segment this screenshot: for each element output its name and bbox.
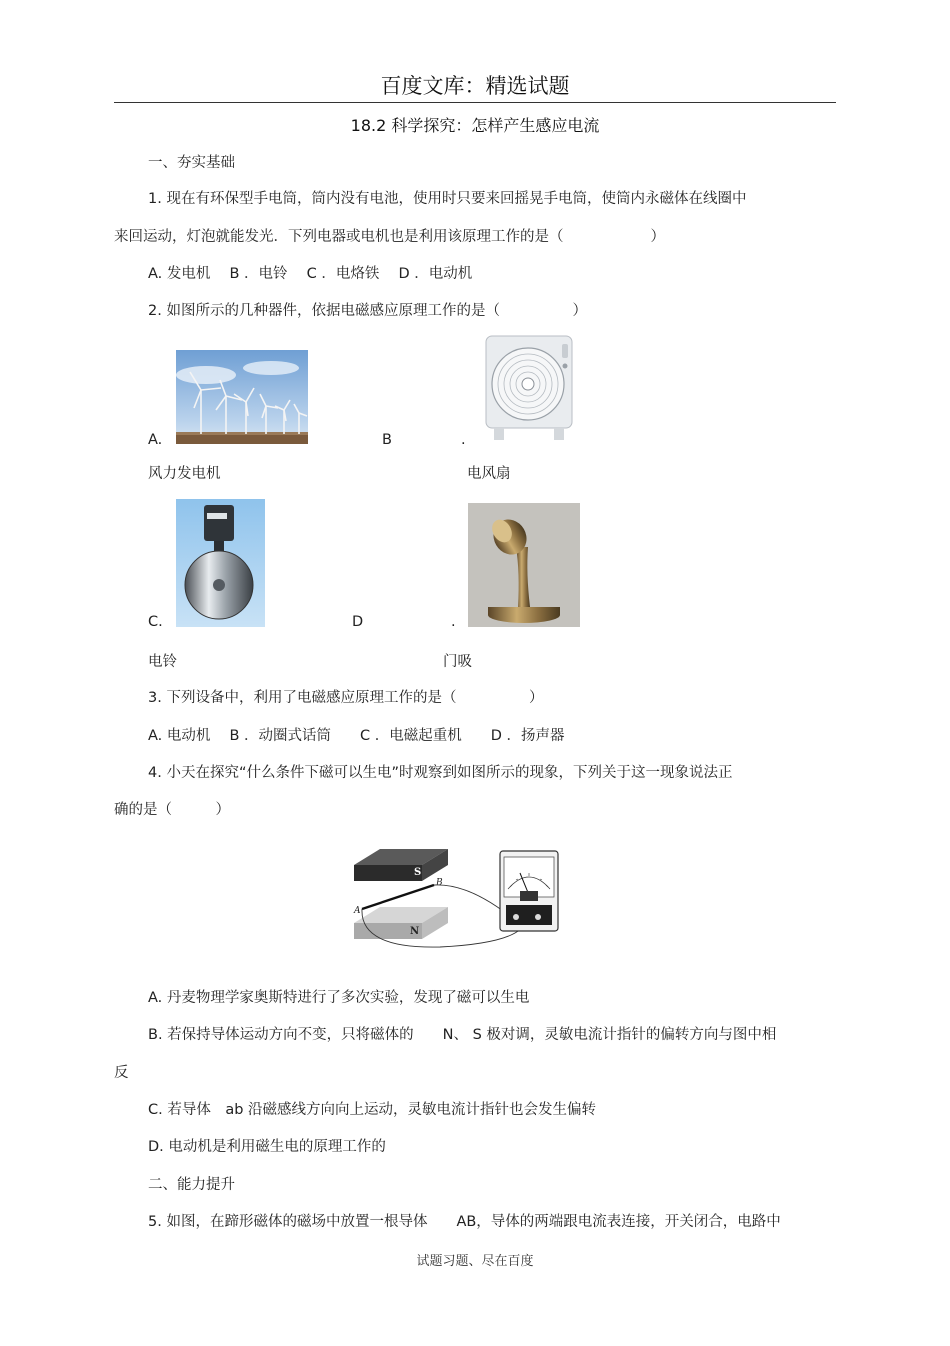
q2-option-d-dot: . [451,614,456,630]
q3-options: A. 电动机 B ．动圈式话筒 C ．电磁起重机 D ．扬声器 [148,728,565,744]
q2-option-a-letter: A. [148,432,163,448]
door-stopper-image [468,503,580,627]
conductor-label-b: B [436,878,443,888]
conductor-label-a: A [354,906,361,916]
header-rule [114,102,836,103]
page-footer: 试题习题、尽在百度 [416,1254,534,1269]
q2-stem: 2. 如图所示的几种器件，依据电磁感应原理工作的是（ ） [148,303,587,319]
section-heading-2: 二、能力提升 [148,1177,235,1193]
q5-stem-line1: 5. 如图，在蹄形磁体的磁场中放置一根导体 AB，导体的两端跟电流表连接，开关闭合，电路中 [148,1214,781,1230]
electric-fan-image [480,332,578,444]
wind-turbine-image [176,350,308,444]
q2-option-b-letter: B [382,432,392,448]
q2-option-b-caption: 电风扇 [467,466,511,482]
page-title: 18.2 科学探究：怎样产生感应电流 [350,116,600,135]
q4-option-c: C. 若导体 ab 沿磁感线方向向上运动，灵敏电流计指针也会发生偏转 [148,1102,597,1118]
q2-option-c-caption: 电铃 [148,654,177,670]
q1-stem-line1: 1. 现在有环保型手电筒，筒内没有电池，使用时只要来回摇晃手电筒，使筒内永磁体在线圈中 [148,191,747,207]
magnet-label-s: S [414,867,422,878]
induction-experiment-figure [350,843,562,955]
q3-stem: 3. 下列设备中，利用了电磁感应原理工作的是（ ） [148,690,544,706]
q4-stem-line2: 确的是（ ） [114,802,230,818]
q4-option-b-line2: 反 [114,1065,129,1081]
q1-options: A. 发电机 B ．电铃 C ．电烙铁 D ．电动机 [148,266,473,282]
q2-option-b-dot: . [461,432,466,448]
electric-bell-image [176,499,265,627]
q2-option-d-letter: D [352,614,364,630]
q4-stem-line1: 4. 小天在探究“什么条件下磁可以生电”时观察到如图所示的现象，下列关于这一现象说法正 [148,765,733,781]
q4-option-a: A. 丹麦物理学家奥斯特进行了多次实验，发现了磁可以生电 [148,990,530,1006]
q1-stem-line2: 来回运动，灯泡就能发光．下列电器或电机也是利用该原理工作的是（ ） [114,229,665,245]
q2-option-a-caption: 风力发电机 [148,466,221,482]
section-heading-1: 一、夯实基础 [148,155,235,171]
magnet-label-n: N [410,926,420,937]
q2-option-d-caption: 门吸 [443,654,472,670]
q4-option-d: D. 电动机是利用磁生电的原理工作的 [148,1139,386,1155]
page-header: 百度文库：精选试题 [380,74,570,98]
q2-option-c-letter: C. [148,614,163,630]
q4-option-b-line1: B. 若保持导体运动方向不变，只将磁体的 N、 S 极对调，灵敏电流计指针的偏转方向与图中相 [148,1027,777,1043]
